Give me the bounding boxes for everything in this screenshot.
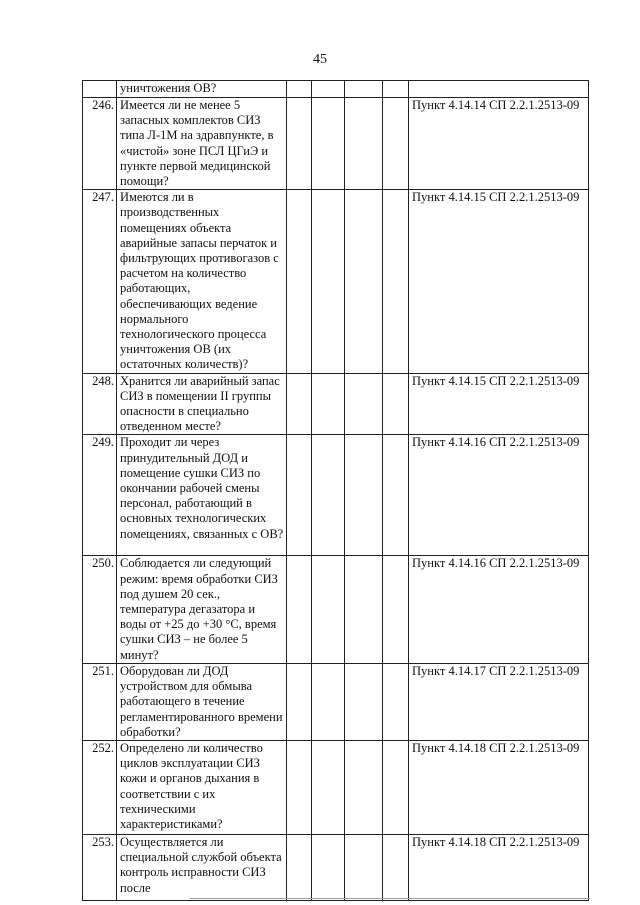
question-text: Имеется ли не менее 5 запасных комплектов СИЗ типа Л-1М на здравпункте, в «чистой» зоне ПСЛ ЦГиЭ и пункте первой медицинской помощи? bbox=[117, 98, 287, 190]
row-number: 252. bbox=[83, 740, 117, 834]
answer-cell bbox=[345, 834, 383, 900]
answer-cell bbox=[383, 190, 409, 373]
answer-cell bbox=[383, 81, 409, 98]
checklist-table bbox=[82, 80, 589, 901]
table-row bbox=[83, 373, 589, 435]
answer-cell bbox=[312, 98, 345, 190]
answer-cell bbox=[345, 740, 383, 834]
answer-cell bbox=[312, 81, 345, 98]
answer-cell bbox=[312, 834, 345, 900]
reference-text: Пункт 4.14.15 СП 2.2.1.2513-09 bbox=[409, 373, 589, 435]
row-number: 250. bbox=[83, 556, 117, 663]
table-row bbox=[83, 98, 589, 190]
answer-cell bbox=[345, 98, 383, 190]
reference-text: Пункт 4.14.18 СП 2.2.1.2513-09 bbox=[409, 740, 589, 834]
answer-cell bbox=[345, 81, 383, 98]
reference-text: Пункт 4.14.14 СП 2.2.1.2513-09 bbox=[409, 98, 589, 190]
answer-cell bbox=[345, 663, 383, 740]
answer-cell bbox=[287, 556, 312, 663]
reference-text: Пункт 4.14.17 СП 2.2.1.2513-09 bbox=[409, 663, 589, 740]
answer-cell bbox=[287, 98, 312, 190]
answer-cell bbox=[287, 190, 312, 373]
table-row bbox=[83, 740, 589, 834]
answer-cell bbox=[287, 740, 312, 834]
reference-text bbox=[409, 81, 589, 98]
answer-cell bbox=[383, 740, 409, 834]
table-row bbox=[83, 834, 589, 900]
page-bottom-rule bbox=[190, 898, 590, 899]
row-number: 248. bbox=[83, 373, 117, 435]
answer-cell bbox=[345, 435, 383, 556]
question-text: Определено ли количество циклов эксплуатации СИЗ кожи и органов дыхания в соответствии с их техническими характеристиками? bbox=[117, 740, 287, 834]
answer-cell bbox=[287, 435, 312, 556]
question-text: Осуществляется ли специальной службой объекта контроль исправности СИЗ после bbox=[117, 834, 287, 900]
answer-cell bbox=[383, 435, 409, 556]
reference-text: Пункт 4.14.16 СП 2.2.1.2513-09 bbox=[409, 556, 589, 663]
answer-cell bbox=[312, 663, 345, 740]
answer-cell bbox=[345, 190, 383, 373]
checklist-body bbox=[83, 81, 589, 901]
row-number bbox=[83, 81, 117, 98]
page-number: 45 bbox=[313, 52, 327, 67]
table-row bbox=[83, 435, 589, 556]
answer-cell bbox=[312, 435, 345, 556]
question-text: Оборудован ли ДОД устройством для обмыва работающего в течение регламентированного времени обработки? bbox=[117, 663, 287, 740]
answer-cell bbox=[287, 834, 312, 900]
answer-cell bbox=[287, 663, 312, 740]
answer-cell bbox=[345, 556, 383, 663]
answer-cell bbox=[383, 834, 409, 900]
question-text: Соблюдается ли следующий режим: время обработки СИЗ под душем 20 сек., температура дегазатора и воды от +25 до +30 °С, время сушки СИЗ – не более 5 минут? bbox=[117, 556, 287, 663]
answer-cell bbox=[312, 190, 345, 373]
row-number: 251. bbox=[83, 663, 117, 740]
table-row bbox=[83, 190, 589, 373]
question-text: Проходит ли через принудительный ДОД и помещение сушки СИЗ по окончании рабочей смены персонал, работающий в основных технологических помещениях, связанных с ОВ? bbox=[117, 435, 287, 556]
question-text: уничтожения ОВ? bbox=[117, 81, 287, 98]
answer-cell bbox=[383, 373, 409, 435]
question-text: Имеются ли в производственных помещениях объекта аварийные запасы перчаток и фильтрующих противогазов с расчетом на количество работающих, обеспечивающих ведение нормального технологического процесса уничтожения ОВ (их остаточных количеств)? bbox=[117, 190, 287, 373]
answer-cell bbox=[383, 98, 409, 190]
answer-cell bbox=[345, 373, 383, 435]
answer-cell bbox=[383, 663, 409, 740]
answer-cell bbox=[312, 740, 345, 834]
answer-cell bbox=[312, 556, 345, 663]
answer-cell bbox=[287, 81, 312, 98]
row-number: 247. bbox=[83, 190, 117, 373]
answer-cell bbox=[287, 373, 312, 435]
question-text: Хранится ли аварийный запас СИЗ в помещении II группы опасности в специально отведенном месте? bbox=[117, 373, 287, 435]
table-row bbox=[83, 81, 589, 98]
row-number: 246. bbox=[83, 98, 117, 190]
reference-text: Пункт 4.14.16 СП 2.2.1.2513-09 bbox=[409, 435, 589, 556]
reference-text: Пункт 4.14.18 СП 2.2.1.2513-09 bbox=[409, 834, 589, 900]
table-row bbox=[83, 663, 589, 740]
answer-cell bbox=[312, 373, 345, 435]
row-number: 249. bbox=[83, 435, 117, 556]
table-row bbox=[83, 556, 589, 663]
answer-cell bbox=[383, 556, 409, 663]
reference-text: Пункт 4.14.15 СП 2.2.1.2513-09 bbox=[409, 190, 589, 373]
row-number: 253. bbox=[83, 834, 117, 900]
